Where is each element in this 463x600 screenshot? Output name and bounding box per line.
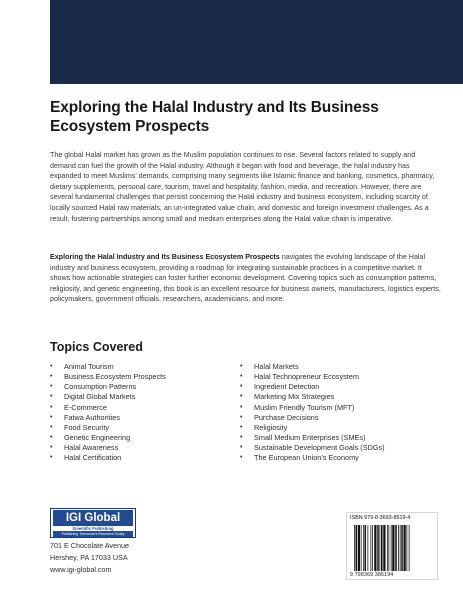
topics-heading: Topics Covered [50, 340, 143, 354]
topic-item: • Sustainable Development Goals (SDGs) [240, 443, 385, 453]
cover-banner [50, 0, 463, 84]
publisher-address [50, 540, 129, 575]
topic-item: • Fatwa Authorities [50, 413, 166, 423]
topic-item: • Digital Global Markets [50, 392, 166, 402]
topic-item: • Muslim Friendly Tourism (MFT) [240, 403, 385, 413]
summary-paragraph [50, 252, 442, 305]
book-title: Exploring the Halal Industry and Its Business Ecosystem Prospects [50, 99, 379, 135]
publisher-website[interactable]: www.igi-global.com [50, 564, 112, 574]
topic-item: • Genetic Engineering [50, 433, 166, 443]
description-paragraph: The global Halal market has grown as the Muslim population continues to rise. Several factors related to supply and demand can fuel the growth of the Halal industry. Although it began with food and beverage, the halal industry has expanded to meet Muslims' demands, comprising many segments like Islamic finance and banking, cosmetics, pharmacy, dietary supplements, personal care, tourism, travel and hospitality, fashion, media, and recreation. However, there are several fundamental challenges that persist concerning the Halal industry and business ecosystem, including scarcity of locally sourced Halal raw materials, an un-integrated value chain, and domestic and foreign investment challenges. As a result, fostering partnerships among small and medium enterprises along the Halal value chain is imperative. [50, 151, 435, 223]
topic-item: • Business Ecosystem Prospects [50, 372, 166, 382]
topic-item: • Small Medium Enterprises (SMEs) [240, 433, 385, 443]
address-city: Hershey, PA 17033 USA [50, 552, 128, 562]
topic-item: • Halal Awareness [50, 443, 166, 453]
barcode-image [353, 525, 435, 571]
topic-item: • Ingredient Detection [240, 382, 385, 392]
publisher-logo-tagline: Publishing Tomorrow's Research Today [53, 531, 133, 537]
topic-item: • Marketing Mix Strategies [240, 392, 385, 402]
topic-item: • Food Security [50, 423, 166, 433]
publisher-logo [50, 508, 136, 538]
summary-text: navigates the evolving landscape of the Halal industry and business ecosystem, providing a roadmap for integrating sustainable practices in a competitive market. It shows how actionable strategies can foster further economic development. Covering topics such as consumption patterns, religiosity, and genetic engineering, this book is an excellent resource for business owners, manufacturers, logistics experts, policymakers, government officials, researchers, academicians, and more. [50, 253, 441, 304]
topics-list-right [240, 362, 385, 464]
isbn-digits: 9 798369 386194 [350, 572, 394, 578]
topic-item: • Consumption Patterns [50, 382, 166, 392]
topic-item: • The European Union's Economy [240, 453, 385, 463]
topic-item: • Animal Tourism [50, 362, 166, 372]
topic-item: • Purchase Decisions [240, 413, 385, 423]
topic-item: • Halal Markets [240, 362, 385, 372]
topic-item: • Halal Technopreneur Ecosystem [240, 372, 385, 382]
topics-list-left [50, 362, 166, 464]
topic-item: • E-Commerce [50, 403, 166, 413]
publisher-logo-subtitle: Scientific Publishing [72, 526, 114, 531]
topic-item: • Religiosity [240, 423, 385, 433]
address-street: 701 E Chocolate Avenue [50, 541, 129, 550]
publisher-logo-name: IGI Global [53, 510, 133, 526]
isbn-barcode-box [346, 512, 438, 580]
topic-item: • Halal Certification [50, 453, 166, 463]
isbn-label: ISBN 979-8-3693-8619-4 [350, 515, 411, 521]
summary-book-title: Exploring the Halal Industry and Its Business Ecosystem Prospects [50, 253, 280, 261]
